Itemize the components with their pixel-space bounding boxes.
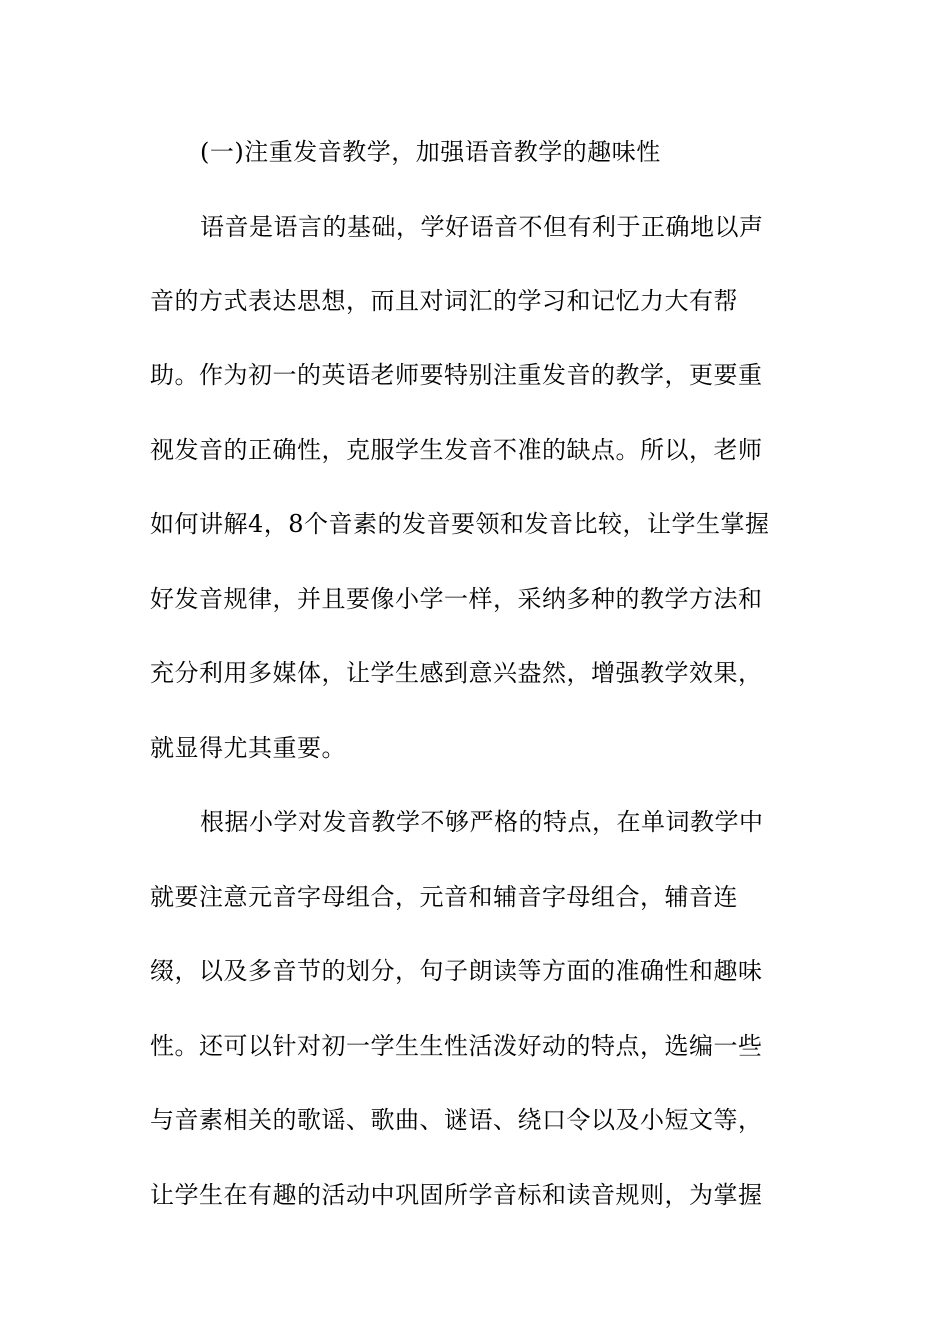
paragraph-line: 好发音规律，并且要像小学一样，采纳多种的教学方法和 [150, 585, 763, 613]
paragraph-line: 如何讲解4，8个音素的发音要领和发音比较，让学生掌握 [150, 510, 770, 538]
paragraph-line: 缀，以及多音节的划分，句子朗读等方面的准确性和趣味 [150, 957, 763, 985]
paragraph-line: 视发音的正确性，克服学生发音不准的缺点。所以，老师 [150, 436, 763, 464]
paragraph-line: 让学生在有趣的活动中巩固所学音标和读音规则，为掌握 [150, 1181, 763, 1209]
paragraph-line: 助。作为初一的英语老师要特别注重发音的教学，更要重 [150, 361, 763, 389]
paragraph-line: 音的方式表达思想，而且对词汇的学习和记忆力大有帮 [150, 287, 738, 315]
paragraph-line: 语音是语言的基础，学好语音不但有利于正确地以声 [200, 213, 764, 241]
paragraph-line: 就显得尤其重要。 [150, 734, 346, 762]
paragraph-line: 与音素相关的歌谣、歌曲、谜语、绕口令以及小短文等， [150, 1106, 763, 1134]
section-heading: (一)注重发音教学，加强语音教学的趣味性 [200, 138, 661, 166]
paragraph-line: 充分利用多媒体，让学生感到意兴盎然，增强教学效果， [150, 659, 763, 687]
paragraph-line: 性。还可以针对初一学生生性活泼好动的特点，选编一些 [150, 1032, 763, 1060]
paragraph-line: 就要注意元音字母组合，元音和辅音字母组合，辅音连 [150, 883, 738, 911]
paragraph-line: 根据小学对发音教学不够严格的特点，在单词教学中 [200, 808, 764, 836]
